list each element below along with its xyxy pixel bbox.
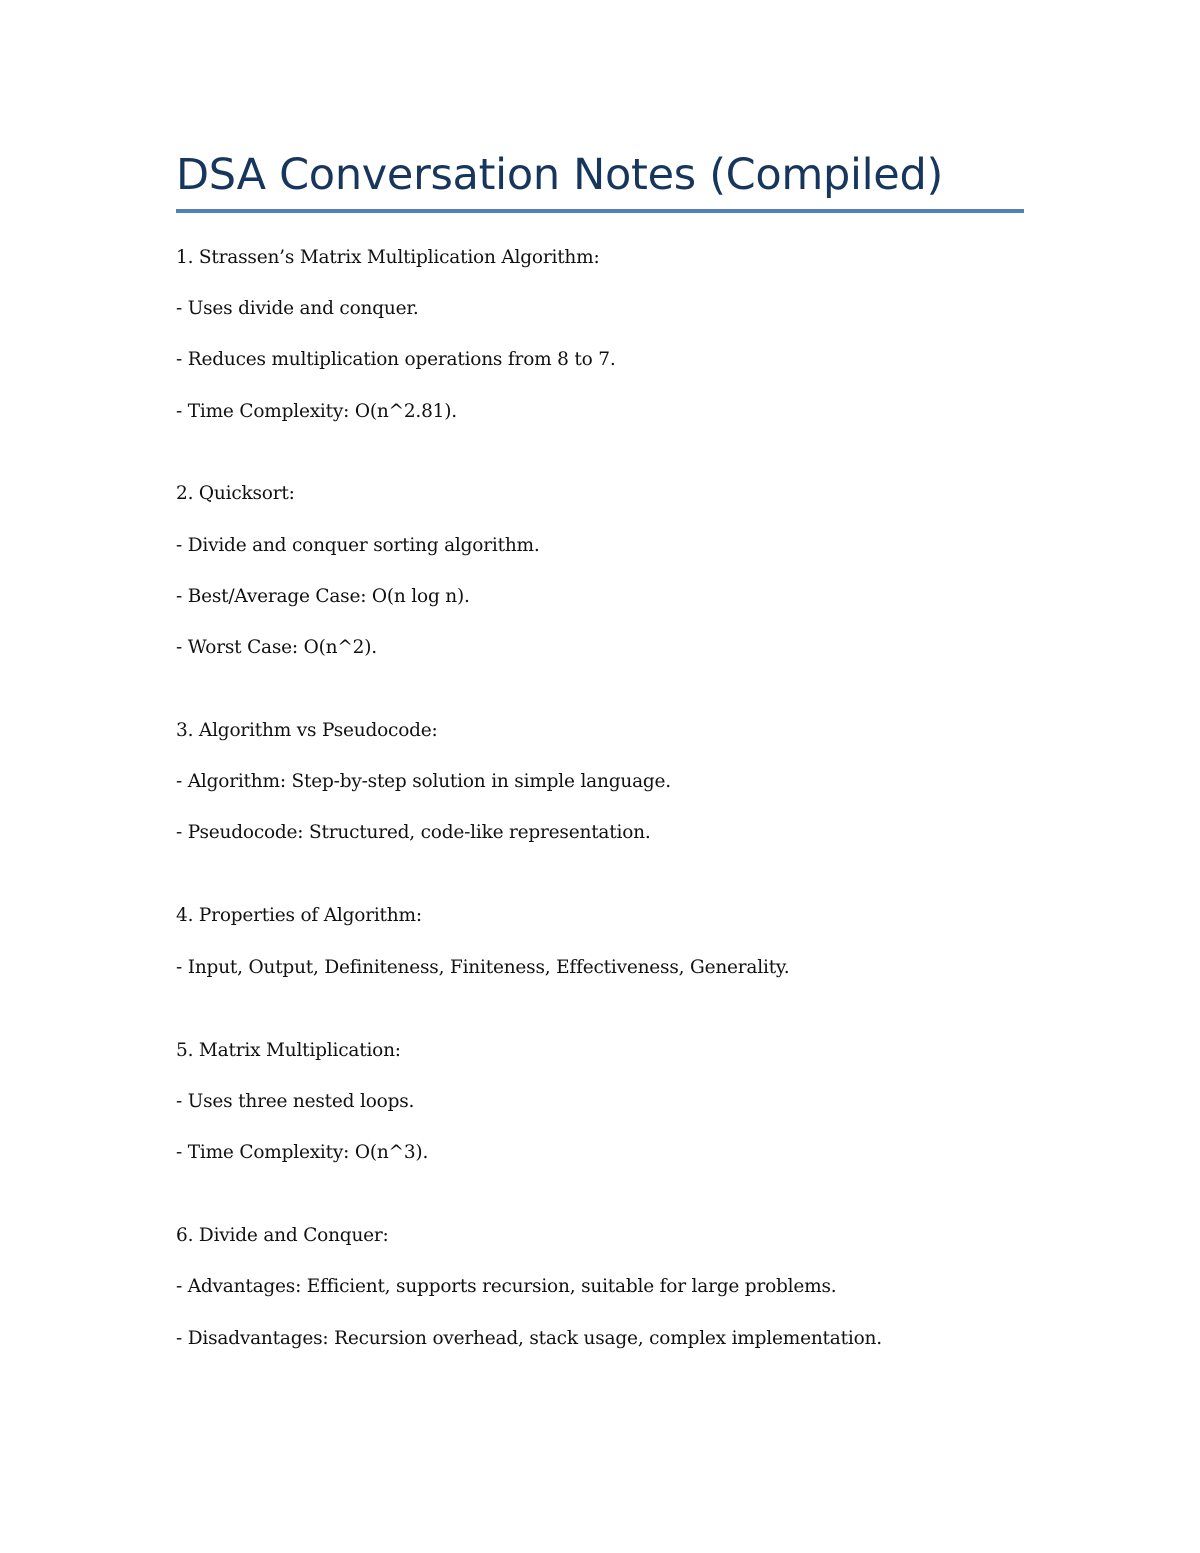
- section-heading-matrix-multiplication: 5. Matrix Multiplication:: [176, 1040, 401, 1061]
- document-title: DSA Conversation Notes (Compiled): [176, 150, 943, 200]
- list-item: - Input, Output, Definiteness, Finiteness, Effectiveness, Generality.: [176, 957, 790, 978]
- list-item: - Time Complexity: O(n^2.81).: [176, 401, 457, 422]
- list-item: - Best/Average Case: O(n log n).: [176, 586, 470, 607]
- list-item: - Advantages: Efficient, supports recursion, suitable for large problems.: [176, 1276, 837, 1297]
- list-item: - Time Complexity: O(n^3).: [176, 1142, 429, 1163]
- section-heading-divide-and-conquer: 6. Divide and Conquer:: [176, 1225, 389, 1246]
- list-item: - Disadvantages: Recursion overhead, stack usage, complex implementation.: [176, 1328, 882, 1349]
- list-item: - Algorithm: Step-by-step solution in simple language.: [176, 771, 671, 792]
- section-heading-algorithm-vs-pseudocode: 3. Algorithm vs Pseudocode:: [176, 720, 438, 741]
- section-heading-strassen: 1. Strassen’s Matrix Multiplication Algorithm:: [176, 247, 600, 268]
- list-item: - Uses divide and conquer.: [176, 298, 419, 319]
- title-underline: [176, 209, 1024, 213]
- list-item: - Worst Case: O(n^2).: [176, 637, 377, 658]
- list-item: - Pseudocode: Structured, code-like representation.: [176, 822, 651, 843]
- list-item: - Reduces multiplication operations from 8 to 7.: [176, 349, 616, 370]
- list-item: - Uses three nested loops.: [176, 1091, 415, 1112]
- section-heading-quicksort: 2. Quicksort:: [176, 483, 295, 504]
- section-heading-properties: 4. Properties of Algorithm:: [176, 905, 422, 926]
- list-item: - Divide and conquer sorting algorithm.: [176, 535, 540, 556]
